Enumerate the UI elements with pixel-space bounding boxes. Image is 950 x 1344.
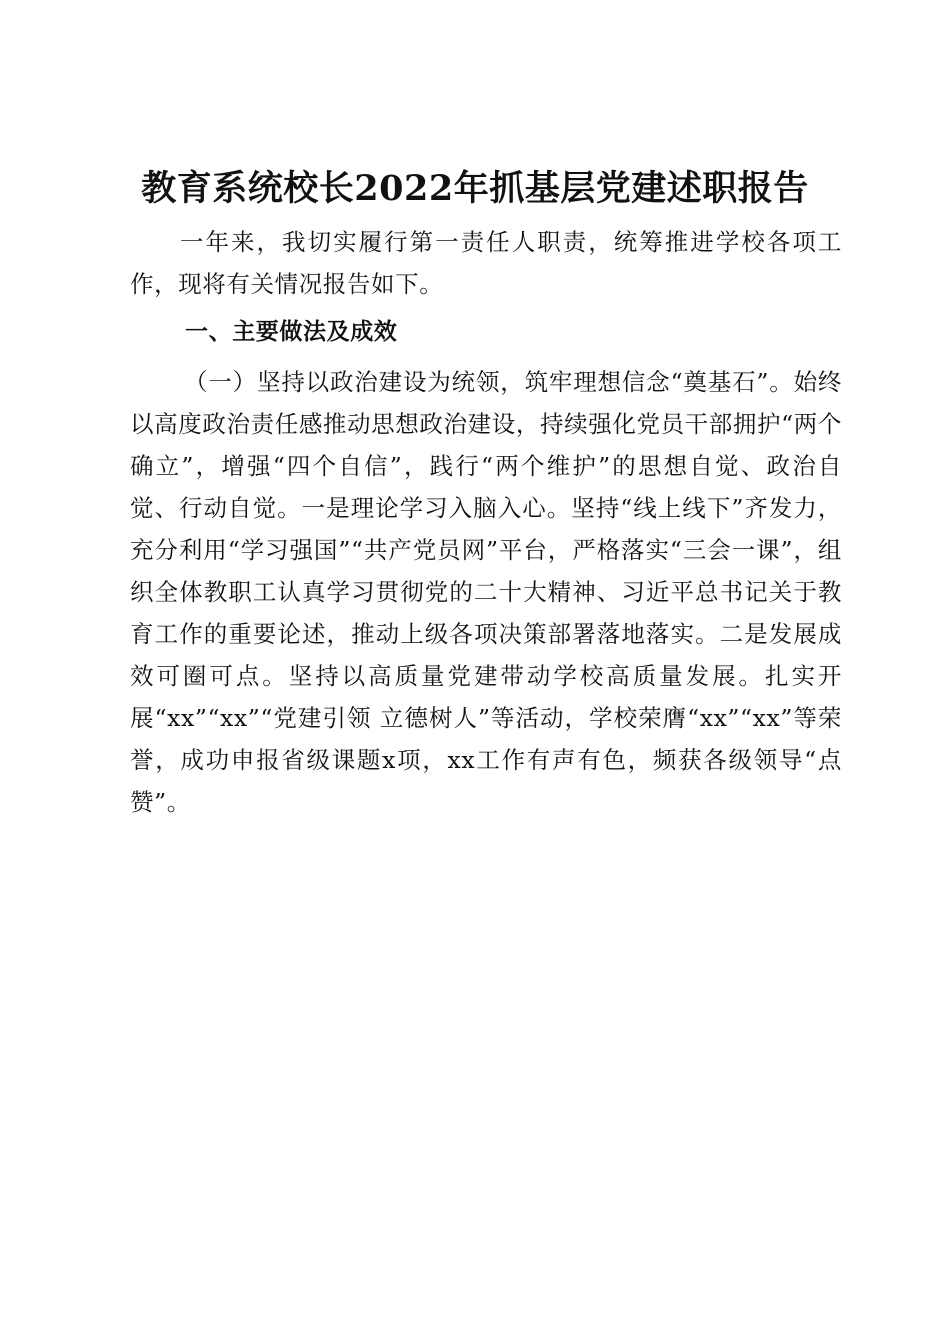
section-heading: 一、主要做法及成效 <box>185 319 398 345</box>
body-paragraph: （一）坚持以政治建设为统领，筑牢理想信念“奠基石”。始终以高度政治责任感推动思想政治建设，持续强化党员干部拥护“两个确立”，增强“四个自信”，践行“两个维护”的思想自觉、政治自觉、行动自觉。一是理论学习入脑入心。坚持“线上线下”齐发力，充分利用“学习强国”“共产党员网”平台，严格落实“三会一课”，组织全体教职工认真学习贯彻党的二十大精神、习近平总书记关于教育工作的重要论述，推动上级各项决策部署落地落实。二是发展成效可圈可点。坚持以高质量党建带动学校高质量发展。扎实开展“xx”“xx”“党建引领 立德树人”等活动，学校荣膺“xx”“xx”等荣誉，成功申报省级课题x项，xx工作有声有色，频获各级领导“点赞”。 <box>130 368 842 816</box>
intro-paragraph: 一年来，我切实履行第一责任人职责，统筹推进学校各项工作，现将有关情况报告如下。 <box>130 228 842 298</box>
document-title: 教育系统校长2022年抓基层党建述职报告 <box>141 168 809 209</box>
